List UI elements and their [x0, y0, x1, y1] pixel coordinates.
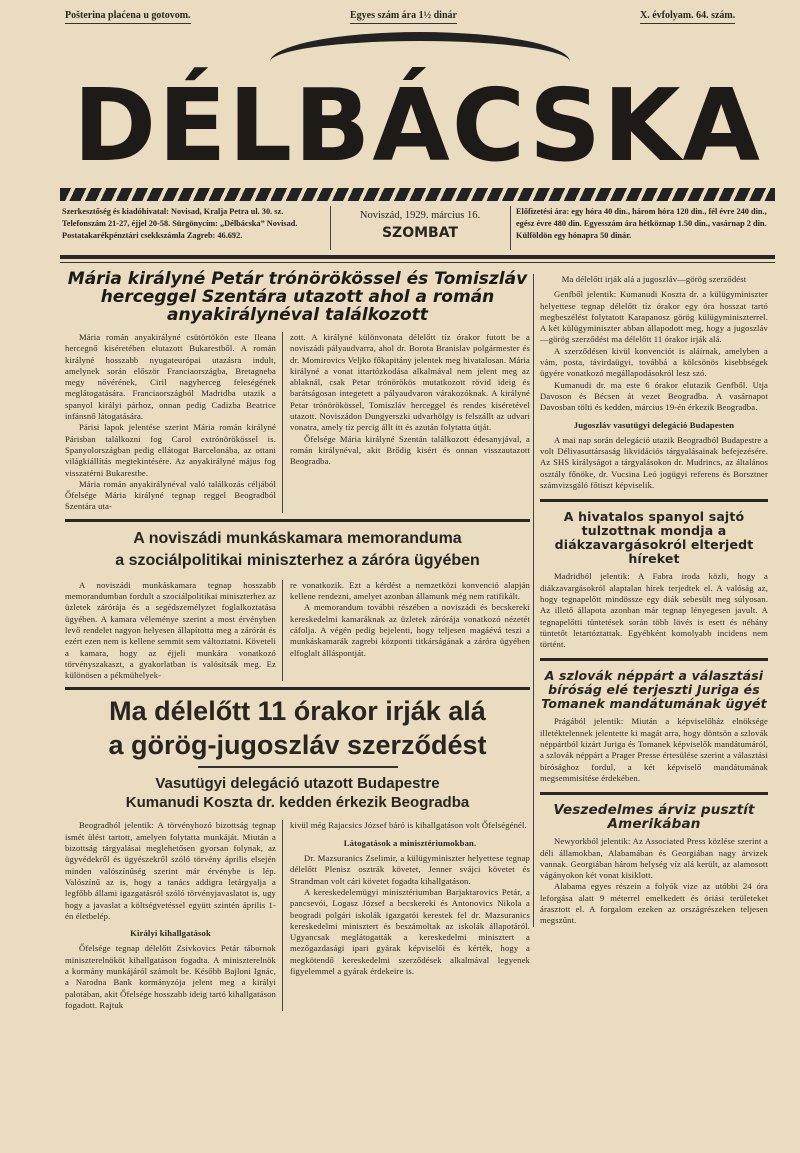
- paragraph: Madridból jelentik: A Fabra iroda közli, hogy a diákzavargásokról alaptalan hírek terjedtek el. A valóság az, hogy tegnapelőtt mindössze egy diák sebesült meg súlyosan. Az illető állapota azonban már tegnap lényegesen javult. A tegnapelőtti tüntetések során több lövés is esett és néhány tüntetőt letartóztattak. Egyébként komolyabb incidens nem történt.: [540, 571, 768, 650]
- rule: [198, 766, 398, 768]
- subheadline-line: Vasutügyi delegáció utazott Budapestre: [155, 775, 440, 793]
- article-kamara: [65, 580, 530, 682]
- headline-right2: A hivatalos spanyol sajtó tulzottnak mondja a diákzavargásokról elterjedt híreket: [554, 509, 754, 567]
- volume-number: X. évfolyam. 64. szám.: [640, 10, 735, 21]
- headline-kamara: [65, 528, 530, 572]
- section-subhead: Jugoszláv vasutügyi delegáció Budapesten: [573, 419, 735, 430]
- headline-right1: Ma délelőtt irják alá a jugoszláv—görög szerződést: [561, 274, 747, 284]
- subheadline-line: Kumanudi Koszta dr. kedden érkezik Beogradba: [125, 794, 470, 812]
- paragraph: kivül még Rajacsics József báró is kihallgatáson volt Őfelségénél.: [290, 820, 527, 831]
- paragraph: A memorandum további részében a noviszádi és becskereki kereskedelmi kamaráknak az üzletek zárórája vonatkozó nézetét cáfolja. A végén pedig bejelenti, hogy teljesen magáévá teszi a munkáskamarák zagrebi központi titkárságának a záróra ügyében elfoglalt álláspontját.: [290, 602, 530, 658]
- paragraph: Mária román anyakirálynéval való találkozás céljából Őfelsége Mária királyné tegnap reggel Beogradból Szentára uta-: [65, 478, 276, 512]
- paragraph: A szerződésen kivül konvenciót is aláírnak, amelyben a vám, posta, távirdaügyi, továbbá a kölcsönös kisebbségek ügyére vonatkozó megállapodásokról lesz szó.: [540, 345, 768, 379]
- paragraph: Prágából jelentik: Miután a képviselőház elnöksége illetéktelennek jelentette ki magát arra, hogy döntsön a szlovák néppártból kizárt Juriga és Tomanek képviselők mandátumáról, a szlovák néppárt a Prager Presse értesülése szerint a választási bírósághoz fordul, a két képviselő mandátumának megsemmisítése érdekében.: [540, 716, 768, 783]
- subscription-info: Előfizetési ára: egy hóra 40 din., három hóra 120 din., fél évre 240 din., egész évre 480 din. Egyesszám ára hétköznap 1.50 din., vasárnap 2 din. Külföldön egy hónapra 50 dinár.: [516, 207, 767, 240]
- article-szerzodes-col1: [65, 820, 283, 1011]
- headline-right4: Veszedelmes árviz pusztít Amerikában: [553, 802, 755, 833]
- masthead-title: DÉLBÁCSKA: [73, 67, 762, 184]
- paragraph: Beogradból jelentik: A törvényhozó bizottság tegnap ismét ülést tartott, amelyen folytatta munkáját. Miután a bizottság tárgyalásai meglehetősen gyorsan folynak, az ügyvédekről és ügyészekről szóló törvény április elsején minden valószínűség szerint már érvénybe is lép. Valószínű az is, hogy a tanács addigra letárgyalja a legfőbb állami igazgatásról szóló törvényjavaslatot is, ugy hogy a javaslat a költségvetéssel együtt szintén április 1-én életbelép.: [65, 820, 276, 921]
- article-kamara-col2: [283, 580, 530, 682]
- subheadline-szerzodes: [65, 774, 530, 812]
- masthead-band: [60, 188, 775, 201]
- paragraph: zott. A királyné különvonata délelőtt tíz órakor futott be a noviszádi pályaudvarra, ahol dr. Borota Branislav polgármester és dr. Momirovics Veljko főkapitány jelentek meg hivatalosan. Mária királyné a vonat ittartózkodása alkalmával nem jelent meg az ablaknál, csak Petar trónörökös mutatkozott rövid ideig és barátságosan integetett a pályaudvaron várakozóknak. A királyné Petar trónörökössel, Tomiszláv herceggel és rendes kiséretével utazott. Noviszádon Dungyerszki udvarhölgy is felszállt az udvari vonatra, amely tíz percig állt itt és azután folytatta útját.: [290, 332, 530, 433]
- paragraph: Párisi lapok jelentése szerint Mária román királyné Párisban találkozni fog Carol extrónörökössel is. Spanyolországban pedig ellátogat Barcelonába, az ottani világkiállítás megtekintésére. Az anyakirályné május fog visszatérni Bukarestbe.: [65, 422, 276, 478]
- issue-date-box: [335, 210, 505, 241]
- postage-note: Pošterina plaćena u gotovom.: [65, 10, 191, 21]
- article-maria-col2: [283, 332, 530, 513]
- right-column: [533, 274, 768, 927]
- divider: [330, 206, 331, 250]
- paragraph: A noviszádi munkáskamara tegnap hosszabb memorandumban fordult a szociálpolitikai miniszterhez az üzletek zárórája és a segédszemélyzet foglalkoztatása ügyében. A kamara véleménye szerint a most érvényben levő rendelet nagyon helyesen állapította meg a zárórát és ezért ezen nem is kellene semmit sem változtatni. Követeli a kamara, hogy az éjjeli munkára vonatkozó törvényszakaszt, a gyakorlatban is valósítsák meg. Ez különösen a pékmühelyek-: [65, 579, 276, 681]
- paragraph: Dr. Mazsuranics Zselimir, a külügyminiszter helyettese tegnap délelőtt Plenisz osztrák követet, Jenner svájci követet és Strandman volt cári követet fogadta kihallgatáson.: [290, 853, 530, 886]
- issue-date: Noviszád, 1929. március 16.: [359, 210, 481, 221]
- article-maria-col1: [65, 332, 283, 513]
- price-note: Egyes szám ára 1½ dinár: [350, 10, 457, 21]
- left-section: [65, 270, 530, 1011]
- headline-line: a görög-jugoszláv szerződést: [108, 730, 487, 761]
- paragraph: Newyorkból jelentik: Az Associated Press közlése szerint a déli államokban, Alabamában és Georgiában nagy árvizek vannak. Georgiában három helység víz alá került, az alamosott vágányokon két vonat kisiklott.: [540, 836, 768, 881]
- paragraph: Alabama egyes részein a folyók vize az utóbbi 24 óra leforgása alatt 9 méterrel emelkedett és óriási területeket árasztott el. A forgalom ezeken az országrészeken teljesen megszűnt.: [540, 881, 768, 926]
- headline-line: Ma délelőtt 11 órakor irják alá: [109, 696, 486, 727]
- headline-line: A noviszádi munkáskamara memoranduma: [133, 529, 462, 547]
- divider: [510, 206, 511, 250]
- rule: [65, 687, 530, 690]
- paragraph: re vonatkozik. Ezt a kérdést a nemzetközi konvenció alapján kellene rendezni, amelyet azonban államunk még nem ratifikált.: [290, 579, 530, 602]
- issue-day: SZOMBAT: [381, 225, 459, 241]
- paragraph: Kumanudi dr. ma este 6 órakor elutazik Genfből. Utja Davoson és Bécsen át vezet Beogradba. A vasárnapot Davosban tölti és kedden, március 19-én érkezik Beogradba.: [540, 379, 768, 413]
- paragraph: Genfből jelentik: Kumanudi Koszta dr. a külügyminiszter helyettese tegnap délelőtt tíz órakor egy óra hosszat tartó megbeszélést folytatott Karapanosz görög külügyminiszterrel. A két külügyminiszter abban állapodott meg, hogy a jugoszláv—görög szerződést ma délelőtt 11 órakor irják alá.: [540, 289, 768, 345]
- article-szerzodes: [65, 820, 530, 1011]
- rule: [60, 255, 775, 259]
- paragraph: Őfelsége Mária királyné Szentán találkozott édesanyjával, a román királynéval, akit Brődig kisért és onnan visszautazott Beogradba.: [290, 433, 530, 467]
- article-maria: [65, 332, 530, 513]
- rule: [540, 792, 768, 795]
- headline-right3: A szlovák néppárt a választási bíróság elé terjeszti Juriga és Tomanek mandátumának ügyét: [541, 668, 767, 712]
- paragraph: Mária román anyakirályné csütörtökön este Ileana hercegnő kiséretében elutazott Bukarestből. A román királyné hosszabb nyugateurópai utazásra indult, amelynek során először Franciaországba, Bretagneba megy nővérének, Ciril nagyherceg feleségének meglátogatására. Franciaországból Madridba utazik a spanyol királyi párhoz, onnan pedig Cadizba Beatrice infánsnő látogatására.: [65, 332, 276, 422]
- rule: [60, 262, 775, 263]
- section-subhead: Látogatások a minisztériumokban.: [343, 837, 477, 848]
- paragraph: Őfelsége tegnap délelőtt Zsivkovics Petár tábornok miniszterelnököt kihallgatáson fogadta. A miniszterelnök a kormány munkájáról számolt be. Később Bajloni Ignác, a Narodna Bank kormányzója jelent meg a királyi palotában, akit Őfelsége hosszabb ideig tartó kihallgatáson fogadott. Rajtuk: [65, 943, 276, 1010]
- headline-line: a szociálpolitikai miniszterhez a záróra ügyében: [115, 551, 480, 569]
- headline-maria: Mária királyné Petár trónörökössel és Tomiszláv herceggel Szentára utazott ahol a román anyakirálynéval találkozott: [67, 269, 528, 325]
- rule: [540, 499, 768, 502]
- section-subhead: Királyi kihallgatások: [130, 928, 211, 939]
- article-kamara-col1: [65, 580, 283, 682]
- masthead: [60, 32, 775, 188]
- paragraph: A kereskedelemügyi minisztériumban Barjaktarovics Petár, a pancsevói, Logasz József a becskereki és Antonovics Nikola a beogradi polgári iskolák igazgatói kerestek fel dr. Mazsuranics kereskedelmi minisztert és beszámoltak az iskolák állapotáról. Ugyancsak meglátogatták a kereskedelmi minisztert a mezőgazdasági ipari gyárak képviselői és kérték, hogy a megkötendő kereskedelmi szerződések alkalmával legyenek figyelemmel a gyárak érdekeire is.: [290, 886, 530, 976]
- rule: [65, 519, 530, 522]
- paragraph: A mai nap során delegáció utazik Beogradból Budapestre a volt Délivasuttársaság likvidációs tárgyalásainak befejezésére. Az SHS királyságot a tárgyalásokon dr. Mudrincs, az általános osztály főnöke, dr. Vucsina Leó jogügyi referens és Borsztner számvizsgáló főtiszt képviselik.: [540, 434, 768, 491]
- publisher-info: Szerkesztőség és kiadóhivatal: Novisad, Kralja Petra ul. 30. sz. Telefonszám 21-27, éjjel 20-58. Sürgönycím: „Délbácska” Novisad. Postatakarékpénztári csekkszámla Zagreb: 46.692.: [62, 207, 298, 240]
- article-szerzodes-col2: [283, 820, 530, 1011]
- rule: [540, 658, 768, 661]
- headline-szerzodes: [65, 694, 530, 762]
